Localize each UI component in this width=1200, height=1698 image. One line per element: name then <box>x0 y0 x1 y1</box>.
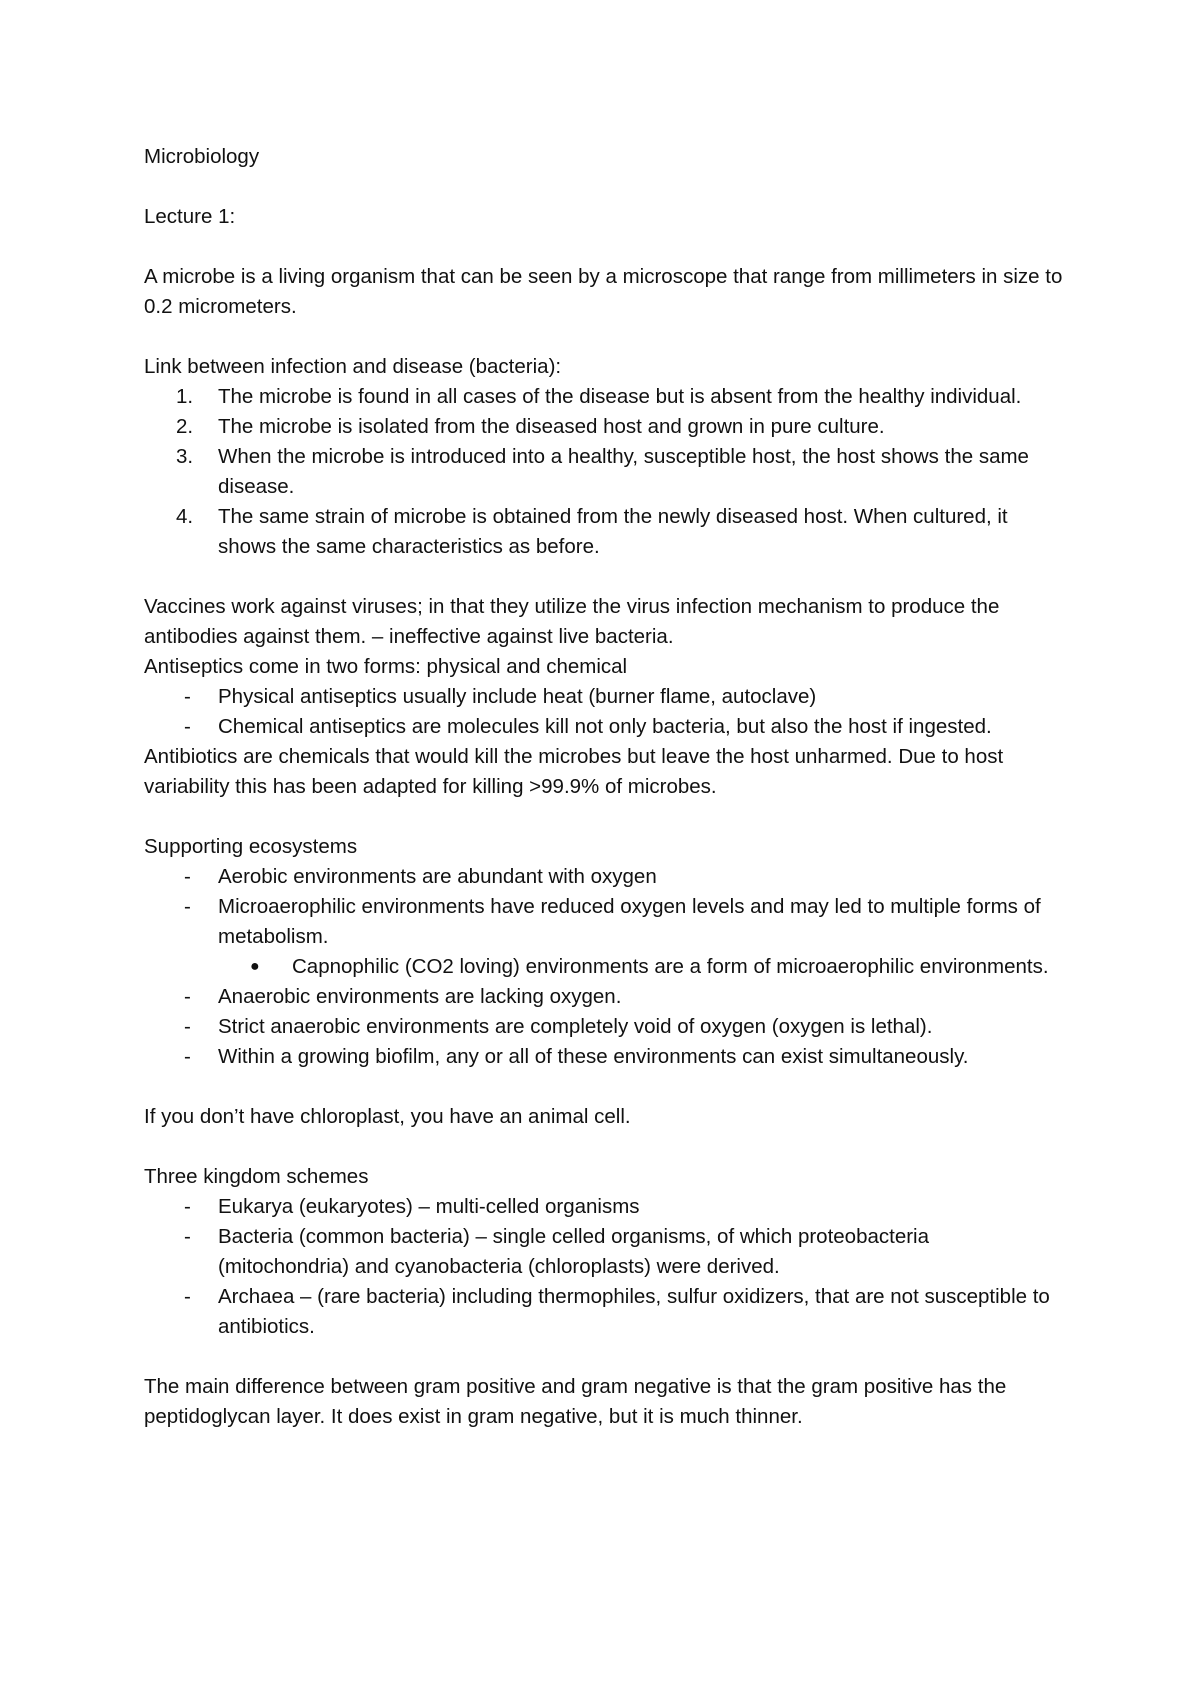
gram-paragraph: The main difference between gram positive and gram negative is that the gram positive has the peptidoglycan layer. It does exist in gram negative, but it is much thinner. <box>144 1375 1007 1428</box>
list-item <box>144 1282 1064 1342</box>
dash-marker: - <box>184 715 191 738</box>
list-item <box>144 412 1064 442</box>
bullet-icon: ● <box>250 958 260 975</box>
list-item-text: The same strain of microbe is obtained from the newly diseased host. When cultured, it shows the same characteristics as before. <box>218 505 1008 558</box>
dash-marker: - <box>184 985 191 1008</box>
list-item-text: Microaerophilic environments have reduced oxygen levels and may led to multiple forms of metabolism. <box>218 895 1041 948</box>
list-item-text: Within a growing biofilm, any or all of these environments can exist simultaneously. <box>218 1045 969 1068</box>
list-item <box>144 1192 1064 1222</box>
dash-marker: - <box>184 1195 191 1218</box>
list-item-text: Anaerobic environments are lacking oxygen. <box>218 985 622 1008</box>
document-page <box>144 142 1064 1432</box>
dash-marker: - <box>184 1225 191 1248</box>
list-item <box>144 982 1064 1012</box>
list-number: 4. <box>176 505 194 528</box>
list-item <box>144 382 1064 412</box>
list-item-text: Capnophilic (CO2 loving) environments are a form of microaerophilic environments. <box>292 955 1049 978</box>
antibiotics-paragraph: Antibiotics are chemicals that would kill the microbes but leave the host unharmed. Due to host variability this has been adapted for killing >99.9% of microbes. <box>144 745 1004 798</box>
list-item-text: The microbe is found in all cases of the disease but is absent from the healthy individual. <box>218 385 1022 408</box>
sub-list-item <box>144 952 1064 982</box>
list-item-text: When the microbe is introduced into a healthy, susceptible host, the host shows the same disease. <box>218 445 1029 498</box>
list-item-text: Aerobic environments are abundant with oxygen <box>218 865 657 888</box>
chloroplast-paragraph: If you don’t have chloroplast, you have an animal cell. <box>144 1105 631 1128</box>
list-item <box>144 862 1064 892</box>
vaccines-paragraph: Vaccines work against viruses; in that they utilize the virus infection mechanism to produce the antibodies against them. – ineffective against live bacteria. <box>144 595 1000 648</box>
list-item-text: Eukarya (eukaryotes) – multi-celled organisms <box>218 1195 640 1218</box>
ecosystems-heading: Supporting ecosystems <box>144 835 358 858</box>
list-item-text: The microbe is isolated from the diseased host and grown in pure culture. <box>218 415 885 438</box>
dash-marker: - <box>184 1285 191 1308</box>
dash-marker: - <box>184 895 191 918</box>
list-item <box>144 712 1064 742</box>
list-number: 2. <box>176 415 194 438</box>
dash-marker: - <box>184 1015 191 1038</box>
list-item <box>144 502 1064 562</box>
list-item-text: Chemical antiseptics are molecules kill not only bacteria, but also the host if ingested. <box>218 715 992 738</box>
list-number: 3. <box>176 445 194 468</box>
antiseptics-heading: Antiseptics come in two forms: physical and chemical <box>144 655 628 678</box>
dash-marker: - <box>184 1045 191 1068</box>
document-title: Microbiology <box>144 145 260 168</box>
list-item-text: Archaea – (rare bacteria) including thermophiles, sulfur oxidizers, that are not susceptible to antibiotics. <box>218 1285 1050 1338</box>
link-heading: Link between infection and disease (bacteria): <box>144 355 562 378</box>
intro-paragraph: A microbe is a living organism that can be seen by a microscope that range from millimeters in size to 0.2 micrometers. <box>144 265 1063 318</box>
list-item-text: Strict anaerobic environments are completely void of oxygen (oxygen is lethal). <box>218 1015 933 1038</box>
list-item <box>144 892 1064 952</box>
list-item <box>144 1012 1064 1042</box>
dash-marker: - <box>184 865 191 888</box>
list-item-text: Physical antiseptics usually include heat (burner flame, autoclave) <box>218 685 817 708</box>
lecture-heading: Lecture 1: <box>144 205 236 228</box>
list-item <box>144 442 1064 502</box>
list-item <box>144 682 1064 712</box>
list-item <box>144 1042 1064 1072</box>
list-item-text: Bacteria (common bacteria) – single celled organisms, of which proteobacteria (mitochondria) and cyanobacteria (chloroplasts) were derived. <box>218 1225 930 1278</box>
kingdoms-heading: Three kingdom schemes <box>144 1165 369 1188</box>
list-item <box>144 1222 1064 1282</box>
dash-marker: - <box>184 685 191 708</box>
list-number: 1. <box>176 385 194 408</box>
